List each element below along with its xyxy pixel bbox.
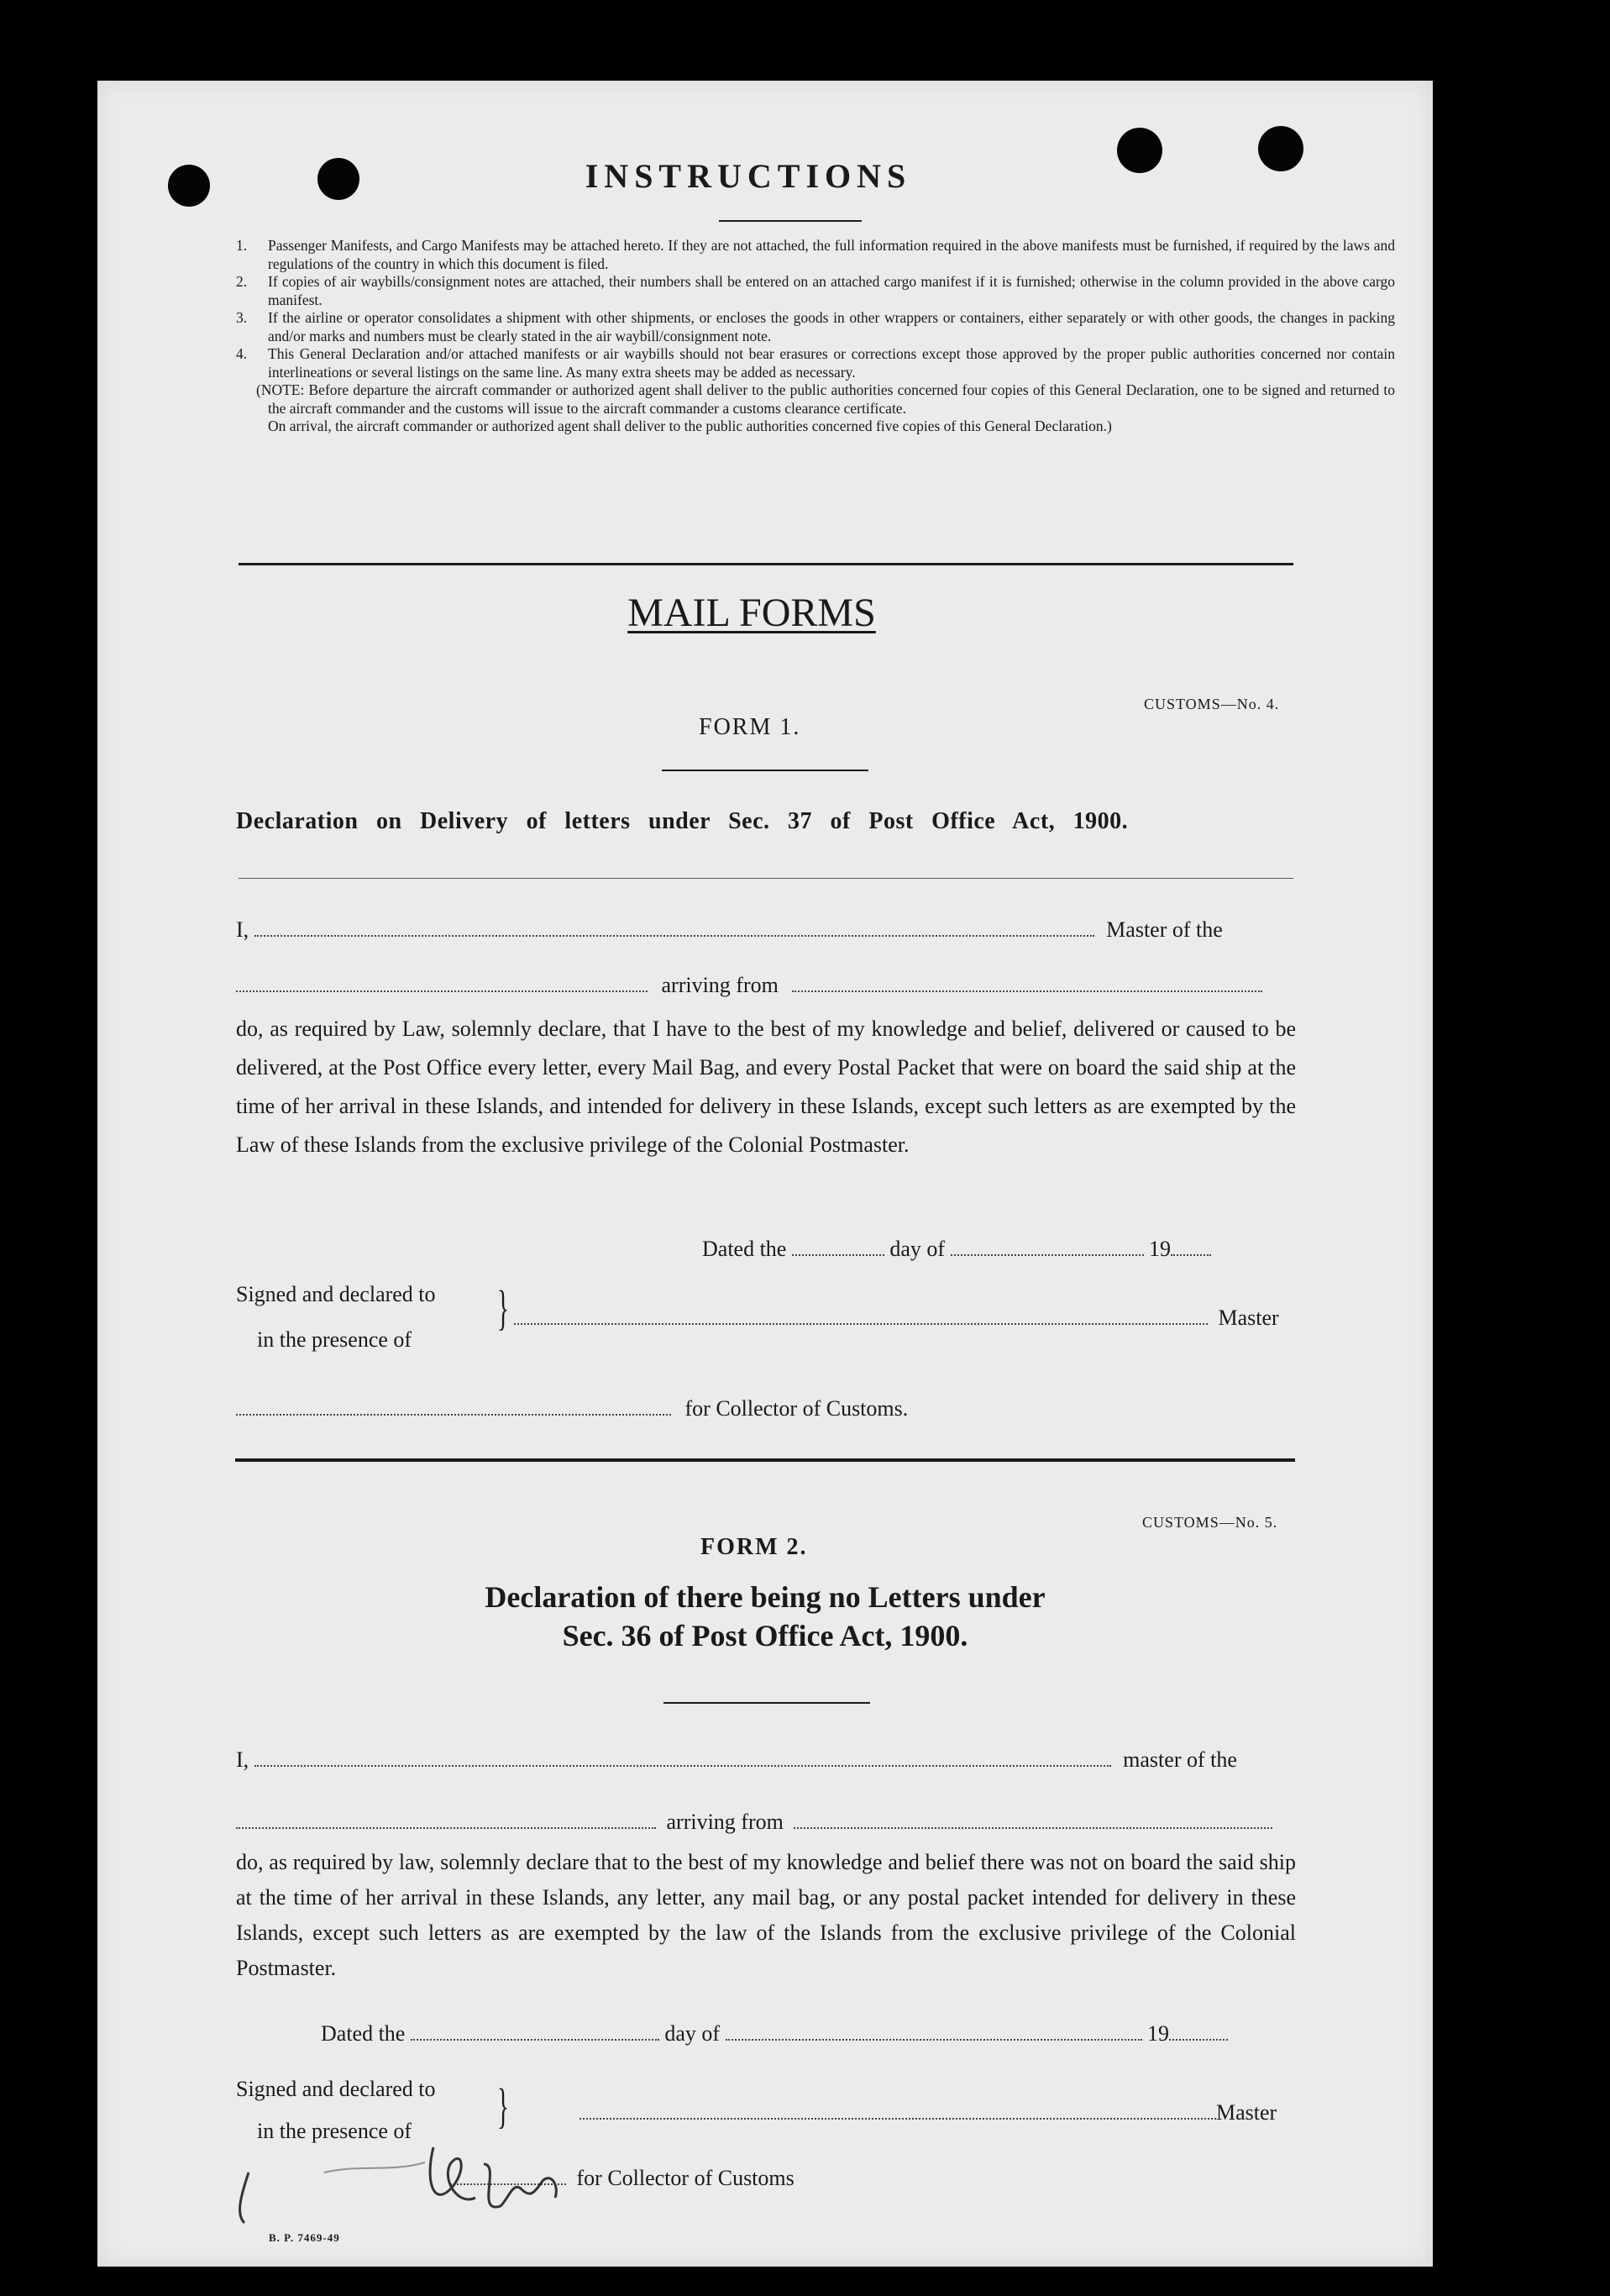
form2-i-label: I, bbox=[236, 1747, 249, 1772]
document-page bbox=[97, 81, 1433, 2267]
form1-customs-number: CUSTOMS—No. 4. bbox=[1144, 696, 1280, 712]
form1-ship-name-field[interactable] bbox=[236, 977, 648, 992]
form2-dated-the-label: Dated the bbox=[321, 2021, 406, 2046]
form1-year-field[interactable] bbox=[1171, 1241, 1211, 1256]
form1-month-field[interactable] bbox=[951, 1241, 1144, 1256]
form2-signed-line1: Signed and declared to bbox=[236, 2077, 436, 2101]
form2-title-line2: Sec. 36 of Post Office Act, 1900. bbox=[562, 1619, 968, 1652]
form2-day-of-label: day of bbox=[664, 2021, 721, 2046]
form2-month-field[interactable] bbox=[726, 2025, 1142, 2041]
form1-for-collector-label: for Collector of Customs. bbox=[684, 1396, 909, 1421]
form1-day-of-label: day of bbox=[889, 1237, 946, 1261]
instruction-item: 1. Passenger Manifests, and Cargo Manifests may be attached hereto. If they are not attached, the full information required in the above manifests must be furnished, if required by the laws and regulations of the country in which this document is filed. bbox=[236, 237, 1395, 272]
form2-signed-line2: in the presence of bbox=[257, 2119, 412, 2143]
form2-master-label: Master bbox=[1216, 2100, 1277, 2125]
form1-signed-line1: Signed and declared to bbox=[236, 1282, 436, 1306]
section-divider bbox=[239, 563, 1293, 565]
form1-title-rule bbox=[239, 878, 1293, 879]
form1-line-dated bbox=[702, 1237, 1298, 1262]
form2-arriving-from-field[interactable] bbox=[794, 1814, 1272, 1829]
form2-customs-number: CUSTOMS—No. 5. bbox=[1142, 1514, 1278, 1531]
form1-brace: } bbox=[497, 1280, 509, 1335]
form1-collector-signature-field[interactable] bbox=[236, 1400, 671, 1416]
form1-signed-line2: in the presence of bbox=[257, 1327, 412, 1352]
instruction-item: 4. This General Declaration and/or attached manifests or air waybills should not bear erasures or corrections except those approved by the proper public authorities concerned nor contain interlineations or several listings on the same line. As many extra sheets may be added as necessary. bbox=[236, 345, 1395, 381]
instruction-note-arrival: On arrival, the aircraft commander or authorized agent shall deliver to the public authorities concerned five copies of this General Declaration.) bbox=[268, 418, 1112, 434]
form2-year-field[interactable] bbox=[1169, 2025, 1228, 2041]
form2-master-of-label: master of the bbox=[1123, 1747, 1237, 1772]
form1-i-label: I, bbox=[236, 917, 249, 942]
form1-master-label: Master bbox=[1218, 1306, 1279, 1330]
instructions-title-underline bbox=[719, 220, 862, 222]
form1-master-of-label: Master of the bbox=[1106, 917, 1223, 942]
form2-brace: } bbox=[497, 2078, 509, 2133]
form2-master-signature-field[interactable] bbox=[579, 2104, 1216, 2120]
handwritten-signature bbox=[223, 2114, 576, 2231]
form1-line-master bbox=[514, 1306, 1298, 1331]
form1-master-signature-field[interactable] bbox=[514, 1310, 1208, 1325]
form-divider bbox=[235, 1458, 1295, 1462]
form1-heading-underline bbox=[662, 770, 868, 771]
form1-declaration-title: Declaration on Delivery of letters under Sec. 37 of Post Office Act, 1900. bbox=[236, 808, 1129, 834]
instructions-list bbox=[236, 237, 1395, 436]
form2-ship-name-field[interactable] bbox=[236, 1814, 656, 1829]
form2-name-field[interactable] bbox=[254, 1752, 1111, 1767]
form1-dated-the-label: Dated the bbox=[702, 1237, 787, 1261]
form1-line-name bbox=[236, 917, 1296, 943]
form1-line-collector bbox=[236, 1396, 992, 1421]
form2-arriving-from-label: arriving from bbox=[666, 1810, 784, 1834]
form2-day-field[interactable] bbox=[411, 2025, 659, 2041]
form2-title-underline bbox=[663, 1702, 870, 1704]
form2-declaration-body: do, as required by law, solemnly declare that to the best of my knowledge and belief there was not on board the said ship at the time of her arrival in these Islands, any letter, any mail bag, or any postal packet intended for delivery in these Islands, except such letters as are exempted by the law of the Islands from the exclusive privilege of the Colonial Postmaster. bbox=[236, 1850, 1296, 1980]
instructions-title: INSTRUCTIONS bbox=[585, 157, 912, 195]
form2-title-line1: Declaration of there being no Letters under bbox=[485, 1580, 1046, 1614]
form2-year-prefix: 19 bbox=[1147, 2021, 1170, 2046]
form1-declaration-body: do, as required by Law, solemnly declare, that I have to the best of my knowledge and belief, delivered or caused to be delivered, at the Post Office every letter, every Mail Bag, and every Postal Packet that were on board the said ship at the time of her arrival in these Islands, and intended for delivery in these Islands, except such letters as are exempted by the Law of these Islands from the exclusive privilege of the Colonial Postmaster. bbox=[236, 1017, 1296, 1157]
instruction-item: 2. If copies of air waybills/consignment notes are attached, their numbers shall be entered on an attached cargo manifest if it is furnished; otherwise in the column provided in the above cargo manifest. bbox=[236, 273, 1395, 308]
form2-heading: FORM 2. bbox=[700, 1534, 808, 1560]
mail-forms-title: MAIL FORMS bbox=[627, 591, 876, 635]
form1-heading: FORM 1. bbox=[699, 714, 801, 740]
form2-title bbox=[337, 1578, 1193, 1655]
form1-arriving-from-field[interactable] bbox=[792, 977, 1262, 992]
form2-for-collector-label: for Collector of Customs bbox=[576, 2166, 795, 2190]
form2-line-master bbox=[579, 2100, 1300, 2125]
instruction-item: 3. If the airline or operator consolidates a shipment with other shipments, or encloses the goods in other wrappers or containers, either separately or with other goods, the changes in packing and/or marks and numbers must be clearly stated in the air waybill/consignment note. bbox=[236, 309, 1395, 344]
form1-line-arriving bbox=[236, 973, 1296, 998]
form2-line-arriving bbox=[236, 1810, 1296, 1835]
form1-name-field[interactable] bbox=[254, 922, 1094, 937]
form2-line-name bbox=[236, 1747, 1296, 1773]
form2-line-dated bbox=[321, 2021, 1298, 2046]
form1-day-field[interactable] bbox=[792, 1241, 884, 1256]
instruction-note: (NOTE: Before departure the aircraft commander or authorized agent shall deliver to the public authorities concerned four copies of this General Declaration, one to be signed and returned to the aircraft commander and the customs will issue to the aircraft commander a customs clearance certificate. bbox=[256, 381, 1395, 417]
form1-arriving-from-label: arriving from bbox=[661, 973, 779, 997]
form1-year-prefix: 19 bbox=[1149, 1237, 1172, 1261]
print-code: B. P. 7469-49 bbox=[269, 2231, 340, 2244]
